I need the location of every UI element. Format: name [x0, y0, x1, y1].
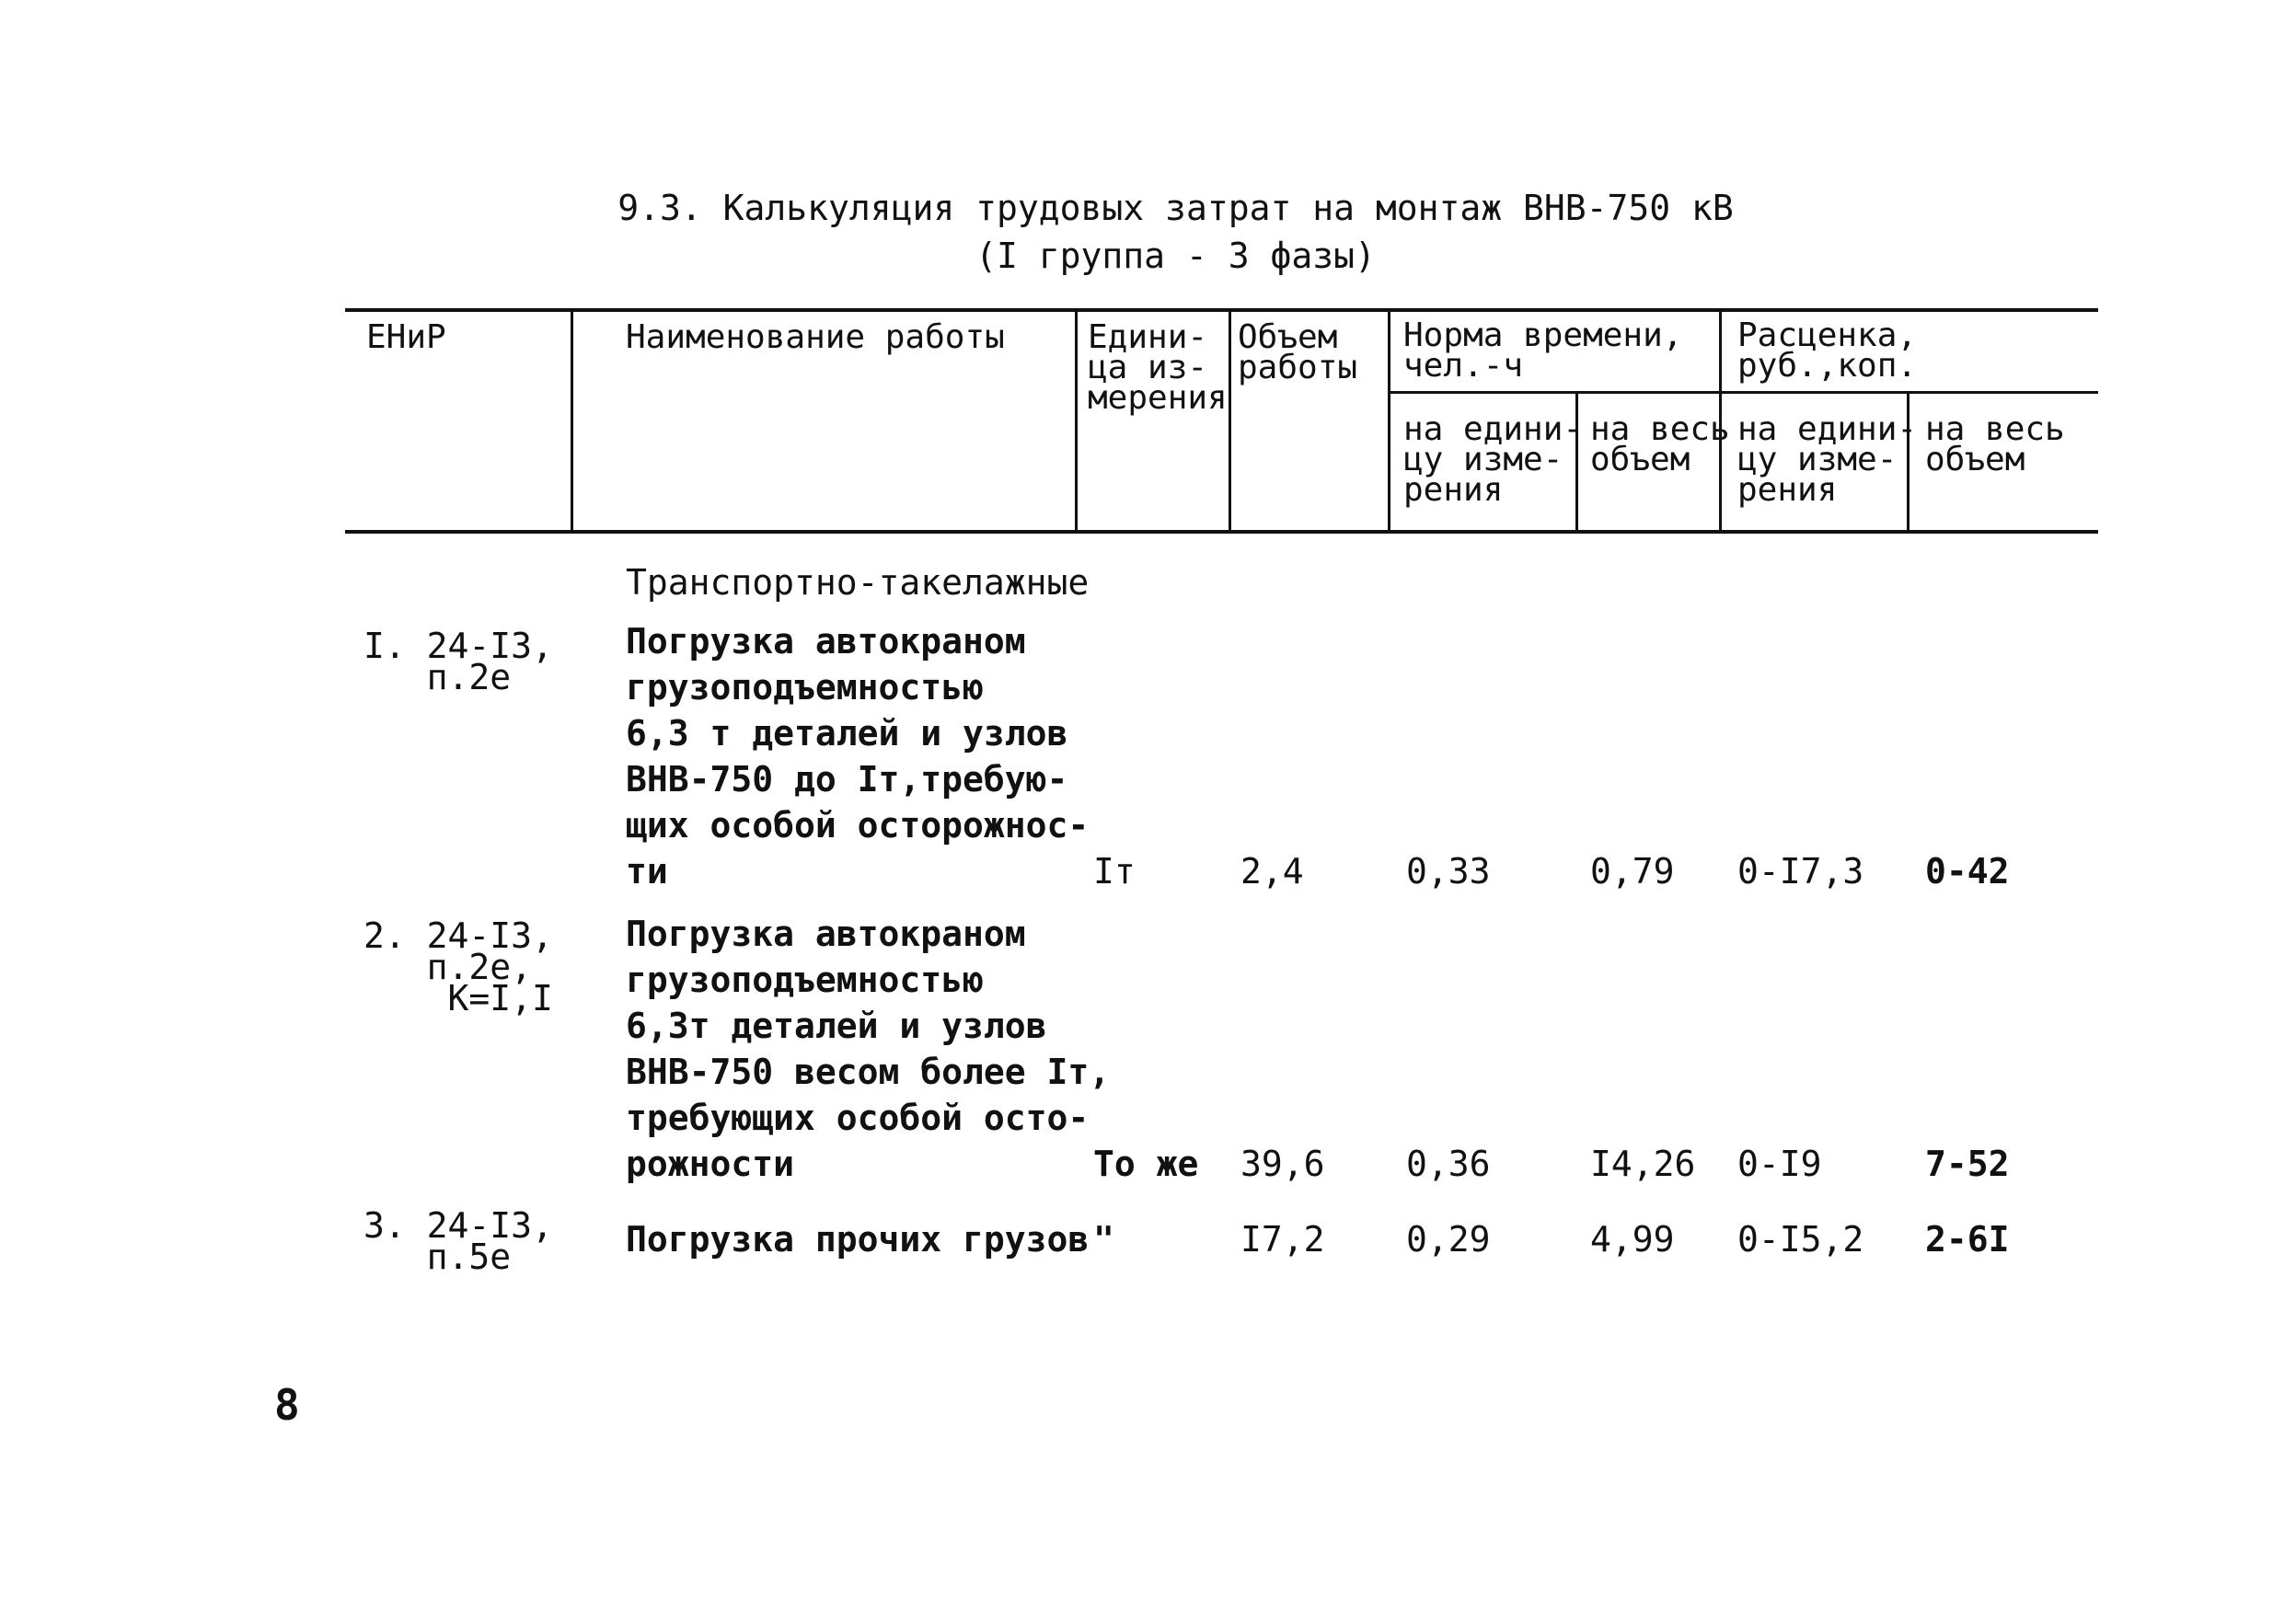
table-row-1-volume: 2,4 [1240, 851, 1304, 892]
subheader-rule-norm [1390, 391, 2098, 394]
column-divider [1388, 310, 1390, 533]
title-line-2: (I группа - 3 фазы) [975, 236, 1376, 276]
column-divider [1075, 310, 1078, 533]
section-heading: Транспортно-такелажные [626, 562, 1090, 603]
table-row-3-work-name: Погрузка прочих грузов [626, 1219, 1090, 1260]
header-volume: Объем работы [1238, 318, 1358, 386]
document-title [0, 184, 2296, 280]
table-row-2-rate-per-unit: 0-I9 [1737, 1144, 1822, 1184]
table-row-3-volume: I7,2 [1240, 1219, 1325, 1260]
header-norm-group: Норма времени, чел.-ч [1403, 316, 1683, 385]
header-rate-group: Расценка, руб.,коп. [1737, 316, 1918, 385]
header-rate-per-unit: на едини- цу изме- рения [1737, 410, 1918, 509]
table-row-3-rate-total: 2-6I [1925, 1219, 2010, 1260]
table-row-3-unit: " [1093, 1219, 1114, 1260]
table-row-3-enir: 3. 24-I3, п.5е [363, 1205, 553, 1277]
header-bottom-rule [345, 530, 2098, 534]
table-row-1-enir: I. 24-I3, п.2е [363, 626, 553, 697]
table-row-2-rate-total: 7-52 [1925, 1144, 2010, 1184]
table-row-2-work-name: Погрузка автокраном грузоподъемностью 6,3т деталей и узлов ВНВ-750 весом более Iт, требующих особой осто- рожности [626, 914, 1111, 1184]
table-top-rule [345, 308, 2098, 312]
table-row-1-rate-per-unit: 0-I7,3 [1737, 851, 1864, 892]
header-work-name: Наименование работы [626, 318, 1005, 356]
table-row-1-rate-total: 0-42 [1925, 851, 2010, 892]
table-row-1-norm-per-unit: 0,33 [1406, 851, 1491, 892]
table-row-3-rate-per-unit: 0-I5,2 [1737, 1219, 1864, 1260]
title-line-1: 9.3. Калькуляция трудовых затрат на монтаж ВНВ-750 кВ [617, 188, 1734, 228]
table-row-1-norm-total: 0,79 [1590, 851, 1675, 892]
table-row-2-volume: 39,6 [1240, 1144, 1325, 1184]
table-row-2-norm-per-unit: 0,36 [1406, 1144, 1491, 1184]
header-rate-total: на весь объем [1925, 410, 2065, 478]
table-row-3-norm-per-unit: 0,29 [1406, 1219, 1491, 1260]
page-number: 8 [274, 1380, 300, 1430]
table-row-2-enir: 2. 24-I3, п.2е, К=I,I [363, 915, 553, 1018]
header-norm-total: на весь объем [1590, 410, 1730, 478]
table-row-1-work-name: Погрузка автокраном грузоподъемностью 6,3 т деталей и узлов ВНВ-750 до Iт,требую- щих особой осторожнос- ти [626, 621, 1090, 892]
header-norm-per-unit: на едини- цу изме- рения [1403, 410, 1584, 509]
header-unit: Едини- ца из- мерения [1088, 318, 1228, 417]
table-row-2-norm-total: I4,26 [1590, 1144, 1696, 1184]
column-divider [571, 310, 573, 533]
table-row-1-unit: Iт [1093, 851, 1136, 892]
column-divider [1229, 310, 1231, 533]
table-row-2-unit: То же [1093, 1144, 1199, 1184]
header-enir: ЕНиР [366, 318, 446, 356]
table-row-3-norm-total: 4,99 [1590, 1219, 1675, 1260]
